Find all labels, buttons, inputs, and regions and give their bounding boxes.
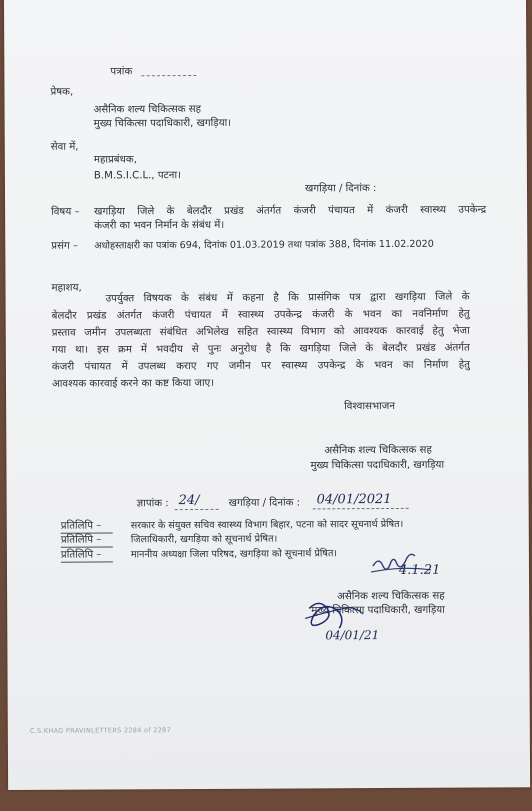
body-line: उपर्युक्त विषयक के संबंध में कहना है कि प्रासंगिक पत्र द्वारा खगड़िया जिले के — [105, 291, 470, 305]
gyapank-date-blank — [313, 508, 409, 510]
vishay-line1: खगड़िया जिले के बेलदौर प्रखंड अंतर्गत कंजरी पंचायत में कंजरी स्वास्थ्य उपकेन्द्र — [94, 204, 487, 218]
preshak-label: प्रेषक, — [50, 86, 74, 98]
gyapank-blank — [175, 509, 219, 510]
patrank-label: पत्रांक — [110, 66, 133, 78]
body-line: कंजरी पंचायत में उपलब्ध कराए गए जमीन पर स्वास्थ्य उपकेन्द्र के भवन का निर्माण हेतु — [51, 359, 470, 373]
handwritten-date: 4.1.21 — [398, 562, 441, 578]
body-line: प्रस्ताव जमीन उपलब्धता संबंधित अभिलेख सहित स्वास्थ्य विभाग को आवश्यक कारवाई हेतु भेजा — [51, 325, 470, 339]
footer-text: C.S.KHAG PRAVINLETTERS 2284 of 2287 — [29, 726, 172, 735]
gyapank-label: ज्ञापांक : — [136, 498, 169, 510]
recipient-line1: महाप्रबंधक, — [93, 154, 137, 166]
sender-line1: असैनिक शल्य चिकित्सक सह — [93, 103, 202, 116]
handwritten-signature — [301, 594, 371, 654]
body-line: आवश्यक कारवाई करने का कष्ट किया जाए। — [51, 377, 215, 390]
sender-line2: मुख्य चिकित्सा पदाधिकारी, खगड़िया। — [93, 117, 232, 130]
copy-label: प्रतिलिपि – — [60, 520, 102, 532]
body-line: बेलदौर प्रखंड अंतर्गत कंजरी पंचायत में स्वास्थ्य उपकेन्द्र कंजरी के भवन का नवनिर्माण हेतु — [51, 308, 470, 322]
patrank-blank — [141, 75, 196, 76]
underline-mark — [61, 561, 113, 562]
vishay-label: विषय – — [51, 206, 80, 218]
prasang-text: अधोहस्ताक्षरी का पत्रांक 694, दिनांक 01.03.2019 तथा पत्रांक 388, दिनांक 11.02.2020 — [94, 238, 434, 252]
salutation: महाशय, — [51, 282, 82, 294]
signature-block2-line2: मुख्य चिकित्सा पदाधिकारी, खगड़िया — [311, 604, 445, 617]
copy-label: प्रतिलिपि – — [60, 534, 102, 546]
recipient-line2: B.M.S.I.C.L., पटना। — [93, 170, 181, 182]
gyapank-date: 04/01/2021 — [316, 491, 392, 508]
prasang-label: प्रसंग – — [51, 240, 79, 252]
closing: विश्वासभाजन — [344, 400, 396, 413]
gyapank-place: खगड़िया / दिनांक : — [228, 497, 301, 509]
place-date: खगड़िया / दिनांक : — [304, 183, 377, 195]
copy-text: माननीय अध्यक्षा जिला परिषद, खगड़िया को सूचनार्थ प्रेषित। — [130, 548, 338, 561]
copy-label: प्रतिलिपि – — [60, 549, 102, 561]
vishay-line2: कंजरी का भवन निर्मान के संबंध में। — [94, 219, 225, 232]
underline-mark — [61, 546, 113, 547]
signature-block-line2: मुख्य चिकित्सा पदाधिकारी, खगड़िया — [310, 459, 445, 472]
seva-label: सेवा में, — [50, 141, 79, 153]
signature-date: 04/01/21 — [325, 628, 380, 643]
copy-text: जिलाधिकारी, खगड़िया को सूचनार्थ प्रेषित। — [130, 533, 278, 546]
letter-page — [4, 0, 530, 790]
underline-mark — [61, 532, 113, 533]
copy-text: सरकार के संयुक्त सचिव स्वास्थ्य विभाग बिहार, पटना को सादर सूचनार्थ प्रेषित। — [130, 518, 404, 532]
body-line: गया था। इस क्रम में भवदीय से पुनः अनुरोध है कि खगड़िया जिले के बेलदौर प्रखंड अंतर्गत — [51, 342, 470, 356]
gyapank-value: 24/ — [178, 492, 200, 509]
signature-block-line1: असैनिक शल्य चिकित्सक सह — [324, 444, 432, 457]
signature-block2-line1: असैनिक शल्य चिकित्सक सह — [337, 590, 445, 603]
